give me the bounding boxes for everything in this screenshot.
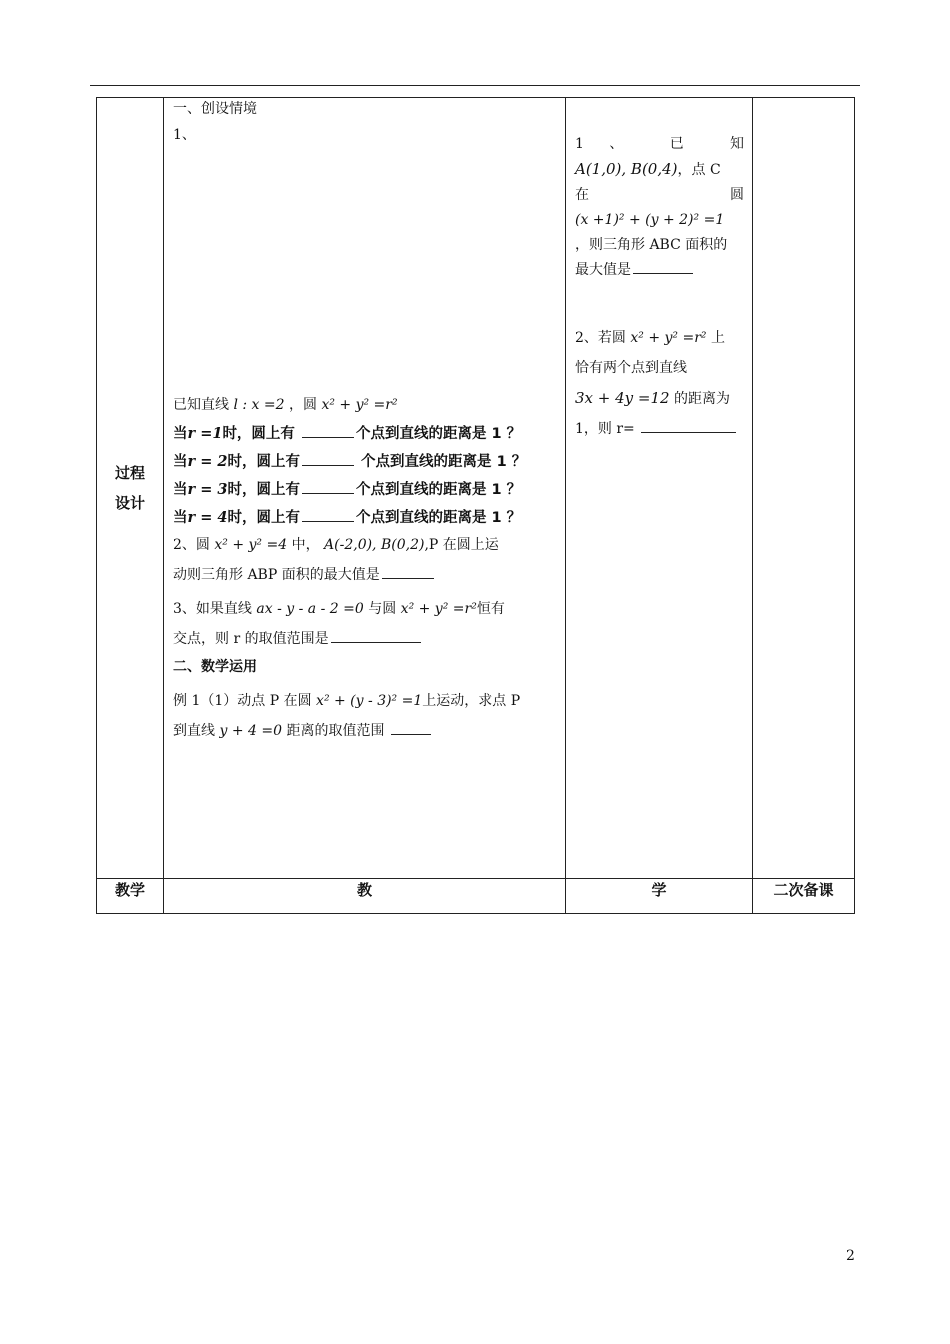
line-equation: l : x =2 (233, 397, 285, 413)
process-design-row (97, 98, 855, 879)
answer-blank[interactable] (391, 722, 431, 735)
problem1-line5: ，则三角形 ABC 面积的 (575, 237, 728, 253)
process-design-label (97, 98, 164, 879)
problem1-text (575, 132, 744, 283)
problem1-line6: 最大值是 (575, 258, 744, 283)
answer-blank[interactable] (382, 566, 434, 579)
item1-number: 1、 (173, 127, 196, 143)
item3-text: 3、如果直线 ax - y - a - 2 =0 与圆 x² + y² =r²恒有 交点，则 r 的取值范围是 (173, 601, 505, 647)
label-bottom: 设计 (114, 494, 145, 512)
footer-header-row (97, 879, 855, 914)
radius-question: 当r = 3时，圆上有 个点到直线的距离是 1 ？ (173, 481, 522, 498)
col-label-teaching: 教学 (97, 879, 164, 914)
problem1-line3: 在 圆 (575, 187, 745, 203)
answer-blank[interactable] (331, 630, 421, 643)
header-rule (90, 85, 860, 86)
section2-title: 二、数学运用 (173, 659, 257, 675)
radius-question: 当r = 4时，圆上有 个点到直线的距离是 1 ？ (173, 509, 522, 526)
lesson-plan-table (96, 97, 855, 914)
radius-question: 当r =1时，圆上有 个点到直线的距离是 1 ？ (173, 425, 522, 442)
problem1-line1: 1 、 已 知 (575, 136, 745, 152)
example1-text: 例 1（1）动点 P 在圆 x² + (y - 3)² =1上运动，求点 P 到直线 y + 4 =0 距离的取值范围 (173, 693, 521, 739)
known-line-statement: 已知直线 l : x =2 ，圆 x² + y² =r² (173, 397, 398, 413)
section1-title: 一、创设情境 (173, 101, 257, 117)
answer-blank[interactable] (633, 261, 693, 274)
learning-content-cell (566, 98, 753, 879)
answer-blank[interactable] (302, 425, 354, 438)
item2-text: 2、圆 x² + y² =4 中， A(-2,0), B(0,2),P 在圆上运 动则三角形 ABP 面积的最大值是 (173, 537, 499, 583)
answer-blank[interactable] (641, 420, 736, 433)
page-number: 2 (846, 1248, 855, 1264)
problem1-line2: A(1,0), B(0,4)，点 C (575, 160, 721, 178)
problem1-line4: (x +1)² + (y + 2)² =1 (575, 212, 725, 228)
col-label-learn: 学 (566, 879, 753, 914)
circle-equation: x² + y² =r² (321, 397, 398, 413)
second-preparation-cell[interactable] (753, 98, 855, 879)
problem2-text: 2、若圆 x² + y² =r² 上 恰有两个点到直线 3x + 4y =12 的距离为 1，则 r= (575, 323, 746, 444)
answer-blank[interactable] (302, 509, 354, 522)
label-top: 过程 (114, 464, 145, 482)
answer-blank[interactable] (302, 481, 354, 494)
col-label-second-prep: 二次备课 (753, 879, 855, 914)
radius-question: 当r = 2时，圆上有 个点到直线的距离是 1 ？ (173, 453, 527, 470)
col-label-teach: 教 (164, 879, 566, 914)
answer-blank[interactable] (302, 453, 354, 466)
teaching-content-cell (164, 98, 566, 879)
radius-questions (173, 420, 561, 532)
